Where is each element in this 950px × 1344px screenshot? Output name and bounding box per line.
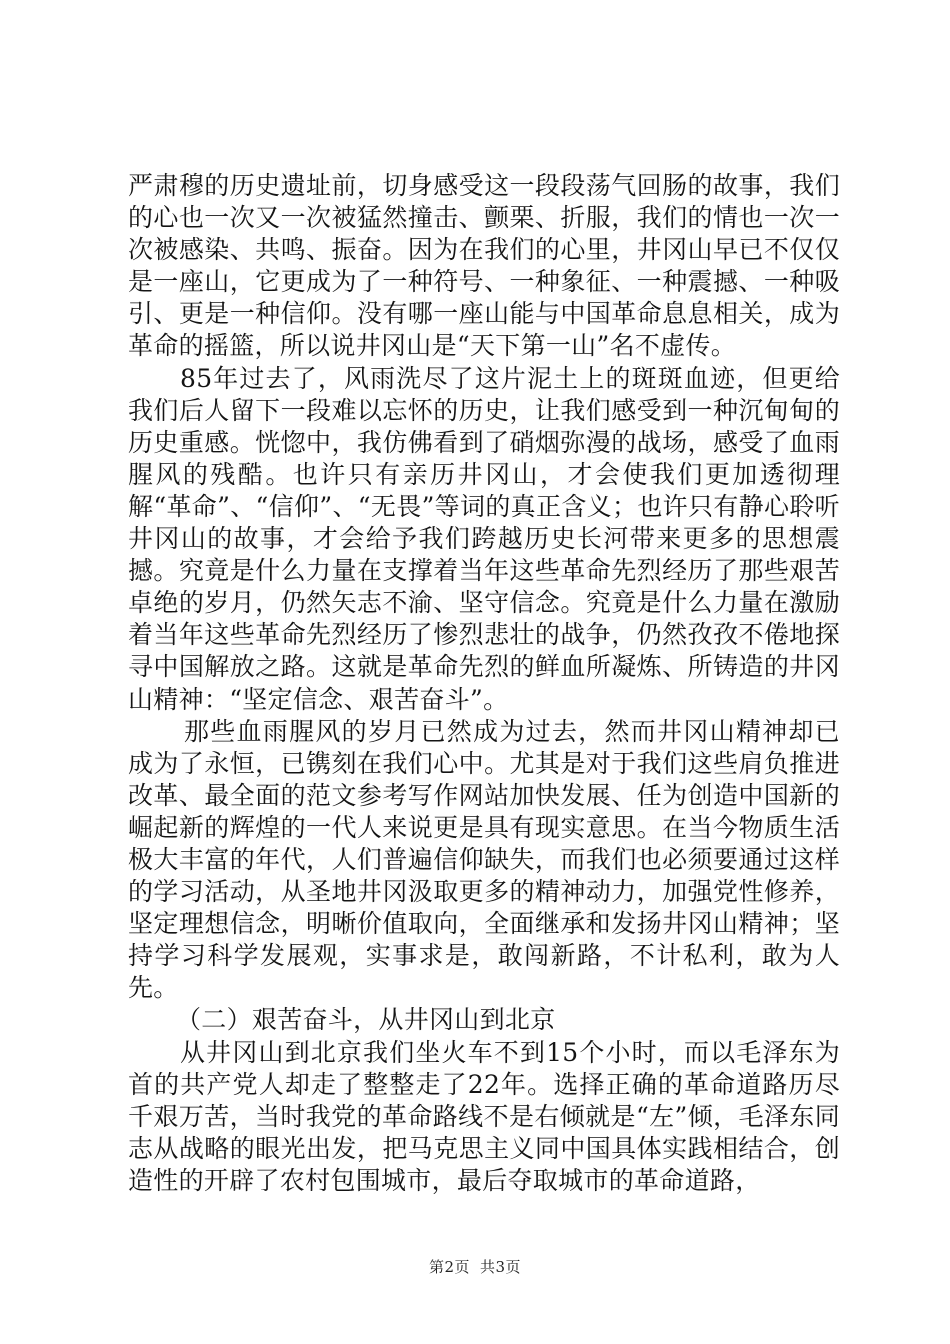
paragraph-continuation: 严肃穆的历史遗址前，切身感受这一段段荡气回肠的故事，我们的心也一次又一次被猛然撞击、颤栗、折服，我们的情也一次一次被感染、共鸣、振奋。因为在我们的心里，井冈山早已不仅仅是一座山，它更成为了一种符号、一种象征、一种震撼、一种吸引、更是一种信仰。没有哪一座山能与中国革命息息相关，成为革命的摇篮，所以说井冈山是“天下第一山”名不虚传。: [128, 171, 840, 361]
document-body: [128, 170, 840, 1197]
section-heading: （二）艰苦奋斗，从井冈山到北京: [176, 1005, 556, 1035]
page-total: 共3页: [480, 1258, 522, 1276]
paragraph-eternal-spirit: 那些血雨腥风的岁月已然成为过去，然而井冈山精神却已成为了永恒，已镌刻在我们心中。尤其是对于我们这些肩负推进改革、最全面的范文参考写作网站加快发展、任为创造中国新的崛起新的辉煌的一代人来说更是具有现实意思。在当今物质生活极大丰富的年代，人们普遍信仰缺失，而我们也必须要通过这样的学习活动，从圣地井冈汲取更多的精神动力，加强党性修养，坚定理想信念，明晰价值取向，全面继承和发扬井冈山精神；坚持学习科学发展观，实事求是，敢闯新路，不计私利，敢为人先。: [128, 716, 840, 1003]
page-number: 第2页: [428, 1258, 470, 1276]
page-footer: [0, 1256, 950, 1277]
paragraph-85-years: 85年过去了，风雨洗尽了这片泥土上的斑斑血迹，但更给我们后人留下一段难以忘怀的历史，让我们感受到一种沉甸甸的历史重感。恍惚中，我仿佛看到了硝烟弥漫的战场，感受了血雨腥风的残酷。也许只有亲历井冈山，才会使我们更加透彻理解“革命”、“信仰”、“无畏”等词的真正含义；也许只有静心聆听井冈山的故事，才会给予我们跨越历史长河带来更多的思想震撼。究竟是什么力量在支撑着当年这些革命先烈经历了那些艰苦卓绝的岁月，仍然矢志不渝、坚守信念。究竟是什么力量在激励着当年这些革命先烈经历了惨烈悲壮的战争，仍然孜孜不倦地探寻中国解放之路。这就是革命先烈的鲜血所凝炼、所铸造的井冈山精神：“坚定信念、艰苦奋斗”。: [128, 363, 840, 714]
paragraph-to-beijing: 从井冈山到北京我们坐火车不到15个小时，而以毛泽东为首的共产党人却走了整整走了22年。选择正确的革命道路历尽千艰万苦，当时我党的革命路线不是右倾就是“左”倾，毛泽东同志从战略的眼光出发，把马克思主义同中国具体实践相结合，创造性的开辟了农村包围城市，最后夺取城市的革命道路，: [128, 1037, 840, 1195]
